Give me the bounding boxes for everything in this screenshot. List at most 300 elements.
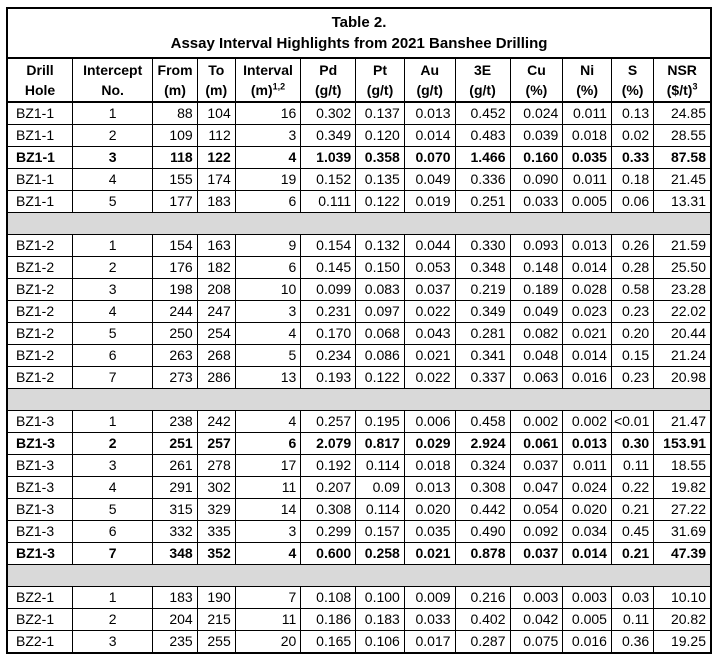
column-header-label: Cu bbox=[527, 62, 546, 78]
highlight-row bbox=[7, 543, 711, 565]
table-row bbox=[7, 191, 711, 213]
drill-hole-cell: BZ1-3 bbox=[7, 543, 73, 565]
table-cell: 0.037 bbox=[510, 543, 563, 565]
table-cell: 0.03 bbox=[611, 587, 653, 609]
table-cell: <0.01 bbox=[611, 411, 653, 433]
table-cell: 0.023 bbox=[563, 301, 612, 323]
table-row bbox=[7, 631, 711, 654]
column-header-label: 3E bbox=[473, 62, 492, 78]
table-cell: 0.336 bbox=[455, 169, 510, 191]
column-header-label: Pd bbox=[319, 62, 338, 78]
table-cell: 21.59 bbox=[654, 235, 711, 257]
table-cell: 0.108 bbox=[301, 587, 356, 609]
table-cell: 3 bbox=[73, 279, 153, 301]
table-cell: 0.483 bbox=[455, 125, 510, 147]
column-header-unit-text: (g/t) bbox=[366, 82, 394, 98]
table-cell: 0.020 bbox=[563, 499, 612, 521]
table-cell: 87.58 bbox=[654, 147, 711, 169]
table-cell: 0.037 bbox=[404, 279, 455, 301]
table-cell: 183 bbox=[197, 191, 235, 213]
table-row bbox=[7, 125, 711, 147]
drill-hole-cell: BZ1-1 bbox=[7, 125, 73, 147]
table-cell: 2 bbox=[73, 257, 153, 279]
table-cell: 0.36 bbox=[611, 631, 653, 654]
column-header bbox=[404, 58, 455, 102]
table-cell: 155 bbox=[153, 169, 197, 191]
table-cell: 286 bbox=[197, 367, 235, 389]
table-cell: 250 bbox=[153, 323, 197, 345]
table-cell: 13 bbox=[235, 367, 301, 389]
table-cell: 118 bbox=[153, 147, 197, 169]
table-cell: 0.341 bbox=[455, 345, 510, 367]
table-cell: 122 bbox=[197, 147, 235, 169]
table-cell: 0.090 bbox=[510, 169, 563, 191]
table-cell: 0.458 bbox=[455, 411, 510, 433]
table-cell: 0.258 bbox=[356, 543, 405, 565]
table-row bbox=[7, 323, 711, 345]
table-cell: 2 bbox=[73, 433, 153, 455]
table-cell: 0.120 bbox=[356, 125, 405, 147]
table-cell: 112 bbox=[197, 125, 235, 147]
table-cell: 0.013 bbox=[404, 102, 455, 125]
table-row bbox=[7, 102, 711, 125]
table-cell: 235 bbox=[153, 631, 197, 654]
column-header bbox=[301, 58, 356, 102]
table-cell: 0.049 bbox=[404, 169, 455, 191]
table-body bbox=[7, 102, 711, 653]
table-title bbox=[7, 8, 711, 58]
table-cell: 0.183 bbox=[356, 609, 405, 631]
table-cell: 263 bbox=[153, 345, 197, 367]
table-cell: 0.086 bbox=[356, 345, 405, 367]
drill-hole-cell: BZ1-1 bbox=[7, 102, 73, 125]
table-cell: 0.257 bbox=[301, 411, 356, 433]
table-cell: 0.044 bbox=[404, 235, 455, 257]
table-cell: 0.014 bbox=[404, 125, 455, 147]
table-cell: 278 bbox=[197, 455, 235, 477]
table-cell: 0.011 bbox=[563, 169, 612, 191]
table-cell: 247 bbox=[197, 301, 235, 323]
table-cell: 2.079 bbox=[301, 433, 356, 455]
table-cell: 0.308 bbox=[455, 477, 510, 499]
table-cell: 5 bbox=[73, 191, 153, 213]
table-cell: 5 bbox=[235, 345, 301, 367]
table-cell: 1 bbox=[73, 587, 153, 609]
table-cell: 7 bbox=[73, 543, 153, 565]
table-cell: 0.111 bbox=[301, 191, 356, 213]
table-cell: 0.135 bbox=[356, 169, 405, 191]
table-cell: 17 bbox=[235, 455, 301, 477]
table-cell: 0.047 bbox=[510, 477, 563, 499]
table-cell: 7 bbox=[73, 367, 153, 389]
drill-hole-cell: BZ1-2 bbox=[7, 323, 73, 345]
table-cell: 0.024 bbox=[510, 102, 563, 125]
table-cell: 0.137 bbox=[356, 102, 405, 125]
column-header-unit bbox=[565, 80, 609, 100]
table-cell: 215 bbox=[197, 609, 235, 631]
table-cell: 0.302 bbox=[301, 102, 356, 125]
table-cell: 238 bbox=[153, 411, 197, 433]
group-separator-row bbox=[7, 389, 711, 411]
table-cell: 0.013 bbox=[404, 477, 455, 499]
column-header-unit bbox=[407, 80, 453, 100]
table-cell: 0.33 bbox=[611, 147, 653, 169]
table-cell: 6 bbox=[235, 191, 301, 213]
table-cell: 88 bbox=[153, 102, 197, 125]
table-cell: 24.85 bbox=[654, 102, 711, 125]
table-cell: 335 bbox=[197, 521, 235, 543]
column-header-row bbox=[7, 58, 711, 102]
table-cell: 0.020 bbox=[404, 499, 455, 521]
drill-hole-cell: BZ1-1 bbox=[7, 169, 73, 191]
table-cell: 20.98 bbox=[654, 367, 711, 389]
table-cell: 0.024 bbox=[563, 477, 612, 499]
table-cell: 0.016 bbox=[563, 367, 612, 389]
table-cell: 332 bbox=[153, 521, 197, 543]
highlight-row bbox=[7, 433, 711, 455]
table-cell: 0.048 bbox=[510, 345, 563, 367]
table-cell: 153.91 bbox=[654, 433, 711, 455]
table-cell: 0.013 bbox=[563, 433, 612, 455]
column-header-unit-text: (g/t) bbox=[315, 82, 342, 98]
table-cell: 268 bbox=[197, 345, 235, 367]
table-cell: 0.018 bbox=[563, 125, 612, 147]
table-cell: 0.021 bbox=[563, 323, 612, 345]
table-cell: 0.154 bbox=[301, 235, 356, 257]
table-cell: 0.043 bbox=[404, 323, 455, 345]
table-cell: 0.308 bbox=[301, 499, 356, 521]
table-cell: 3 bbox=[235, 301, 301, 323]
table-cell: 0.122 bbox=[356, 191, 405, 213]
column-header-unit-text: (%) bbox=[576, 82, 599, 98]
table-cell: 0.042 bbox=[510, 609, 563, 631]
table-cell: 208 bbox=[197, 279, 235, 301]
table-cell: 4 bbox=[235, 323, 301, 345]
table-cell: 329 bbox=[197, 499, 235, 521]
table-cell: 0.195 bbox=[356, 411, 405, 433]
table-cell: 0.114 bbox=[356, 455, 405, 477]
table-cell: 0.28 bbox=[611, 257, 653, 279]
table-cell: 47.39 bbox=[654, 543, 711, 565]
table-cell: 0.18 bbox=[611, 169, 653, 191]
column-header-unit bbox=[200, 80, 233, 100]
drill-hole-cell: BZ2-1 bbox=[7, 609, 73, 631]
table-cell: 21.45 bbox=[654, 169, 711, 191]
table-cell: 19 bbox=[235, 169, 301, 191]
table-cell: 0.23 bbox=[611, 367, 653, 389]
group-separator-cell bbox=[7, 389, 711, 411]
table-cell: 0.186 bbox=[301, 609, 356, 631]
table-cell: 6 bbox=[235, 257, 301, 279]
table-cell: 242 bbox=[197, 411, 235, 433]
table-cell: 0.033 bbox=[404, 609, 455, 631]
column-header-unit bbox=[10, 80, 70, 100]
table-cell: 0.005 bbox=[563, 609, 612, 631]
column-header bbox=[197, 58, 235, 102]
table-cell: 0.490 bbox=[455, 521, 510, 543]
column-header bbox=[611, 58, 653, 102]
table-cell: 11 bbox=[235, 477, 301, 499]
drill-hole-cell: BZ1-2 bbox=[7, 301, 73, 323]
table-cell: 0.231 bbox=[301, 301, 356, 323]
table-cell: 7 bbox=[235, 587, 301, 609]
table-cell: 0.092 bbox=[510, 521, 563, 543]
column-header-unit bbox=[358, 80, 402, 100]
drill-hole-cell: BZ1-3 bbox=[7, 521, 73, 543]
table-cell: 21.24 bbox=[654, 345, 711, 367]
table-row bbox=[7, 235, 711, 257]
table-cell: 0.160 bbox=[510, 147, 563, 169]
table-cell: 0.013 bbox=[563, 235, 612, 257]
drill-hole-cell: BZ1-2 bbox=[7, 367, 73, 389]
table-cell: 0.021 bbox=[404, 345, 455, 367]
table-cell: 0.114 bbox=[356, 499, 405, 521]
table-row bbox=[7, 587, 711, 609]
table-cell: 0.005 bbox=[563, 191, 612, 213]
column-header-unit-text: (g/t) bbox=[469, 82, 496, 98]
table-cell: 0.30 bbox=[611, 433, 653, 455]
column-header-unit-text: (%) bbox=[525, 82, 548, 98]
table-cell: 0.216 bbox=[455, 587, 510, 609]
table-cell: 0.21 bbox=[611, 543, 653, 565]
table-cell: 0.132 bbox=[356, 235, 405, 257]
table-cell: 14 bbox=[235, 499, 301, 521]
column-header bbox=[563, 58, 612, 102]
table-row bbox=[7, 301, 711, 323]
drill-hole-cell: BZ1-2 bbox=[7, 345, 73, 367]
table-cell: 0.018 bbox=[404, 455, 455, 477]
table-cell: 4 bbox=[73, 301, 153, 323]
table-cell: 0.600 bbox=[301, 543, 356, 565]
table-cell: 0.157 bbox=[356, 521, 405, 543]
table-cell: 0.017 bbox=[404, 631, 455, 654]
table-cell: 0.251 bbox=[455, 191, 510, 213]
table-cell: 20.82 bbox=[654, 609, 711, 631]
table-cell: 0.145 bbox=[301, 257, 356, 279]
column-header-label: Ni bbox=[580, 62, 595, 78]
table-cell: 2.924 bbox=[455, 433, 510, 455]
table-cell: 0.287 bbox=[455, 631, 510, 654]
table-cell: 0.11 bbox=[611, 455, 653, 477]
column-header-unit bbox=[458, 80, 508, 100]
table-cell: 0.13 bbox=[611, 102, 653, 125]
table-cell: 4 bbox=[73, 477, 153, 499]
table-cell: 0.100 bbox=[356, 587, 405, 609]
drill-hole-cell: BZ1-3 bbox=[7, 433, 73, 455]
table-cell: 0.053 bbox=[404, 257, 455, 279]
column-header bbox=[73, 58, 153, 102]
column-header-unit bbox=[238, 80, 299, 100]
column-header-label: Interval bbox=[243, 62, 293, 78]
column-header bbox=[7, 58, 73, 102]
table-cell: 22.02 bbox=[654, 301, 711, 323]
table-cell: 2 bbox=[73, 125, 153, 147]
table-cell: 0.039 bbox=[510, 125, 563, 147]
table-cell: 0.402 bbox=[455, 609, 510, 631]
table-cell: 0.002 bbox=[510, 411, 563, 433]
table-cell: 198 bbox=[153, 279, 197, 301]
table-cell: 11 bbox=[235, 609, 301, 631]
table-cell: 1 bbox=[73, 235, 153, 257]
table-cell: 0.330 bbox=[455, 235, 510, 257]
table-cell: 0.082 bbox=[510, 323, 563, 345]
table-cell: 3 bbox=[73, 455, 153, 477]
table-cell: 0.014 bbox=[563, 345, 612, 367]
table-cell: 0.358 bbox=[356, 147, 405, 169]
table-cell: 3 bbox=[235, 125, 301, 147]
table-cell: 1 bbox=[73, 102, 153, 125]
table-cell: 251 bbox=[153, 433, 197, 455]
table-cell: 0.122 bbox=[356, 367, 405, 389]
table-cell: 0.170 bbox=[301, 323, 356, 345]
table-cell: 27.22 bbox=[654, 499, 711, 521]
table-cell: 0.037 bbox=[510, 455, 563, 477]
table-row bbox=[7, 279, 711, 301]
table-cell: 0.099 bbox=[301, 279, 356, 301]
drill-hole-cell: BZ1-2 bbox=[7, 279, 73, 301]
table-cell: 1.466 bbox=[455, 147, 510, 169]
table-cell: 0.324 bbox=[455, 455, 510, 477]
table-cell: 0.09 bbox=[356, 477, 405, 499]
group-separator-row bbox=[7, 565, 711, 587]
table-cell: 0.878 bbox=[455, 543, 510, 565]
table-cell: 6 bbox=[73, 521, 153, 543]
column-header-unit-text: (m) bbox=[164, 82, 186, 98]
table-cell: 0.20 bbox=[611, 323, 653, 345]
table-cell: 0.106 bbox=[356, 631, 405, 654]
table-cell: 1.039 bbox=[301, 147, 356, 169]
table-cell: 18.55 bbox=[654, 455, 711, 477]
table-cell: 0.021 bbox=[404, 543, 455, 565]
table-cell: 0.23 bbox=[611, 301, 653, 323]
table-cell: 0.006 bbox=[404, 411, 455, 433]
drill-hole-cell: BZ1-3 bbox=[7, 455, 73, 477]
table-cell: 154 bbox=[153, 235, 197, 257]
table-cell: 0.034 bbox=[563, 521, 612, 543]
table-cell: 291 bbox=[153, 477, 197, 499]
table-cell: 31.69 bbox=[654, 521, 711, 543]
table-cell: 0.009 bbox=[404, 587, 455, 609]
table-cell: 0.148 bbox=[510, 257, 563, 279]
table-cell: 3 bbox=[73, 631, 153, 654]
table-cell: 6 bbox=[73, 345, 153, 367]
table-cell: 0.035 bbox=[404, 521, 455, 543]
table-cell: 0.281 bbox=[455, 323, 510, 345]
drill-hole-cell: BZ1-3 bbox=[7, 477, 73, 499]
table-cell: 0.337 bbox=[455, 367, 510, 389]
table-cell: 0.442 bbox=[455, 499, 510, 521]
table-row bbox=[7, 345, 711, 367]
column-header-unit bbox=[155, 80, 194, 100]
column-header-unit-text: (m) bbox=[250, 82, 273, 98]
column-header bbox=[455, 58, 510, 102]
table-row bbox=[7, 499, 711, 521]
column-header bbox=[235, 58, 301, 102]
drill-hole-cell: BZ1-3 bbox=[7, 411, 73, 433]
column-header bbox=[654, 58, 711, 102]
table-cell: 0.817 bbox=[356, 433, 405, 455]
table-cell: 0.299 bbox=[301, 521, 356, 543]
table-cell: 4 bbox=[73, 169, 153, 191]
table-cell: 204 bbox=[153, 609, 197, 631]
table-cell: 28.55 bbox=[654, 125, 711, 147]
column-header-label: Au bbox=[420, 62, 440, 78]
column-header-unit bbox=[75, 80, 150, 100]
table-cell: 0.029 bbox=[404, 433, 455, 455]
drill-hole-cell: BZ2-1 bbox=[7, 631, 73, 654]
table-cell: 0.061 bbox=[510, 433, 563, 455]
table-row bbox=[7, 169, 711, 191]
drill-hole-cell: BZ2-1 bbox=[7, 587, 73, 609]
table-cell: 0.003 bbox=[510, 587, 563, 609]
table-cell: 1 bbox=[73, 411, 153, 433]
table-cell: 182 bbox=[197, 257, 235, 279]
table-cell: 4 bbox=[235, 147, 301, 169]
table-cell: 273 bbox=[153, 367, 197, 389]
table-cell: 0.189 bbox=[510, 279, 563, 301]
table-cell: 20 bbox=[235, 631, 301, 654]
drill-hole-cell: BZ1-1 bbox=[7, 191, 73, 213]
table-cell: 254 bbox=[197, 323, 235, 345]
column-header-unit-text: (%) bbox=[621, 82, 644, 98]
table-row bbox=[7, 521, 711, 543]
table-row bbox=[7, 411, 711, 433]
table-cell: 352 bbox=[197, 543, 235, 565]
table-cell: 3 bbox=[235, 521, 301, 543]
table-cell: 0.033 bbox=[510, 191, 563, 213]
table-cell: 0.21 bbox=[611, 499, 653, 521]
table-cell: 9 bbox=[235, 235, 301, 257]
table-cell: 174 bbox=[197, 169, 235, 191]
table-cell: 0.003 bbox=[563, 587, 612, 609]
column-header-unit bbox=[656, 80, 708, 100]
assay-table bbox=[6, 7, 712, 654]
table-cell: 163 bbox=[197, 235, 235, 257]
table-cell: 0.348 bbox=[455, 257, 510, 279]
column-header-unit-text: No. bbox=[101, 82, 124, 98]
table-cell: 255 bbox=[197, 631, 235, 654]
table-cell: 257 bbox=[197, 433, 235, 455]
column-header-label: Pt bbox=[373, 62, 388, 78]
table-row bbox=[7, 609, 711, 631]
footnote-marker: 1,2 bbox=[272, 81, 286, 92]
table-cell: 0.45 bbox=[611, 521, 653, 543]
footnote-marker: 3 bbox=[692, 81, 698, 92]
column-header bbox=[510, 58, 563, 102]
assay-table-container bbox=[6, 7, 712, 654]
table-cell: 25.50 bbox=[654, 257, 711, 279]
table-cell: 2 bbox=[73, 609, 153, 631]
table-cell: 183 bbox=[153, 587, 197, 609]
table-cell: 0.011 bbox=[563, 102, 612, 125]
table-cell: 0.070 bbox=[404, 147, 455, 169]
table-cell: 0.207 bbox=[301, 477, 356, 499]
table-number: Table 2. bbox=[331, 14, 387, 31]
table-cell: 0.26 bbox=[611, 235, 653, 257]
table-cell: 0.075 bbox=[510, 631, 563, 654]
table-cell: 0.011 bbox=[563, 455, 612, 477]
table-cell: 3 bbox=[73, 147, 153, 169]
drill-hole-cell: BZ1-3 bbox=[7, 499, 73, 521]
column-header-unit-text: ($/t) bbox=[666, 82, 693, 98]
column-header-unit bbox=[513, 80, 561, 100]
table-cell: 0.22 bbox=[611, 477, 653, 499]
table-cell: 0.349 bbox=[301, 125, 356, 147]
table-cell: 0.452 bbox=[455, 102, 510, 125]
column-header-label: NSR bbox=[667, 62, 697, 78]
column-header-unit bbox=[614, 80, 651, 100]
table-cell: 13.31 bbox=[654, 191, 711, 213]
